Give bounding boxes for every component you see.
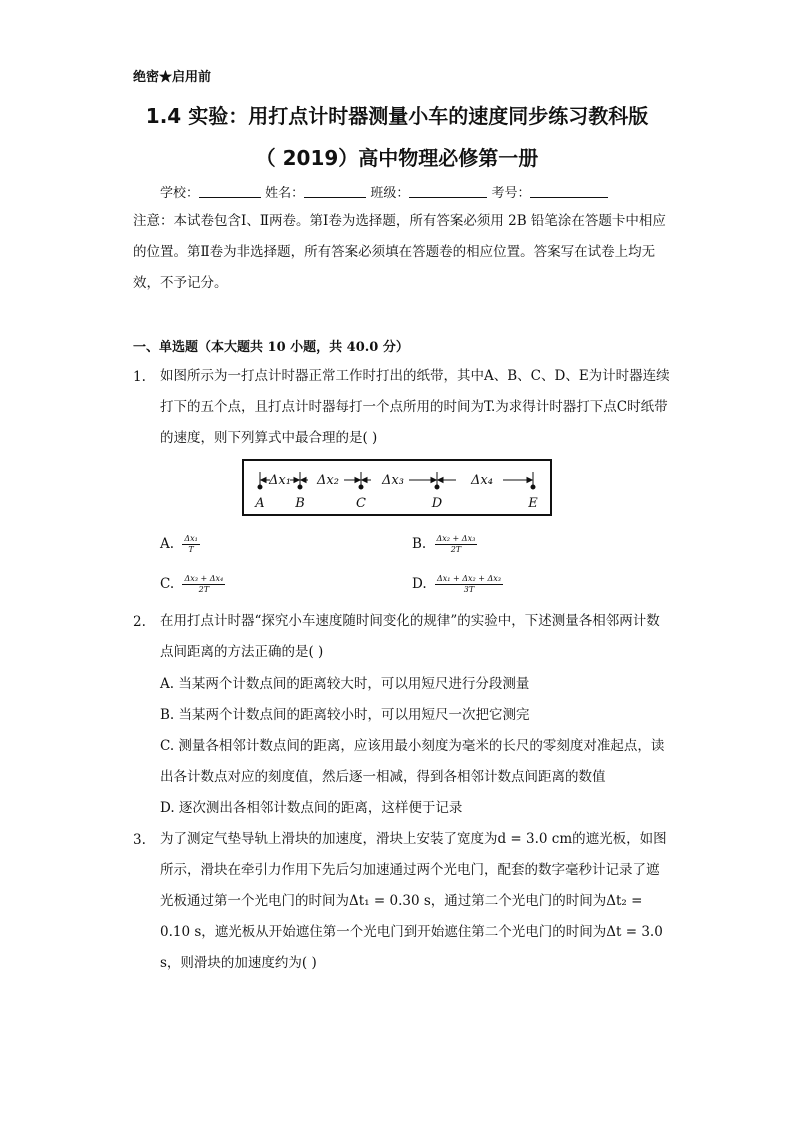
point-e-label: E [528, 496, 538, 511]
option-label: B. [412, 536, 427, 552]
interval-3-label: Δx₃ [382, 473, 404, 488]
name-field[interactable] [304, 185, 366, 198]
confidential-mark: 绝密★启用前 [133, 70, 212, 85]
tape-diagram [244, 461, 550, 514]
question-number: 2. [133, 614, 146, 630]
point-b-label: B [295, 496, 305, 511]
interval-4-label: Δx₄ [471, 473, 493, 488]
option-label: C. [160, 576, 175, 592]
exam-notice: 注意：本试卷包含Ⅰ、Ⅱ两卷。第Ⅰ卷为选择题，所有答案必须用 2B 铅笔涂在答题卡中相应的位置。第Ⅱ卷为非选择题，所有答案必须填在答题卷的相应位置。答案写在试卷上均无效，不予记分。 [133, 213, 666, 291]
option-fraction: $\frac{\text{Δx₁}}{T}$ [184, 534, 198, 554]
question-text: 如图所示为一打点计时器正常工作时打出的纸带，其中A、B、C、D、E为计时器连续打下的五个点，且打点计时器每打一个点所用的时间为T.为求得计时器打下点C时纸带的速度，则下列算式中最合理的是( ) [160, 368, 670, 446]
option-fraction: $\frac{\text{Δx₂ + Δx₃}}{2T}$ [436, 534, 476, 554]
point-c-label: C [356, 496, 366, 511]
option-c[interactable] [160, 574, 225, 595]
option-a[interactable]: A. 当某两个计数点间的距离较大时，可以用短尺进行分段测量 [160, 676, 530, 692]
interval-1-label: Δx₁ [269, 473, 291, 488]
question-text: 在用打点计时器“探究小车速度随时间变化的规律”的实验中，下述测量各相邻两计数点间距离的方法正确的是( ) [160, 613, 660, 660]
option-fraction: $\frac{\text{Δx₁ + Δx₂ + Δx₃}}{3T}$ [436, 574, 502, 594]
option-d[interactable]: D. 逐次测出各相邻计数点间的距离，这样便于记录 [160, 800, 463, 816]
option-label: A. [160, 536, 175, 552]
dot-e [531, 485, 535, 489]
class-field[interactable] [409, 185, 487, 198]
dot-d [435, 485, 439, 489]
option-b[interactable]: B. 当某两个计数点间的距离较小时，可以用短尺一次把它测完 [160, 707, 530, 723]
page-title: 1.4 实验：用打点计时器测量小车的速度同步练习教科版 [145, 104, 649, 128]
name-label: 姓名： [265, 186, 305, 201]
interval-2-label: Δx₂ [317, 473, 339, 488]
dot-b [298, 485, 302, 489]
dot-c [359, 485, 363, 489]
tape-figure [242, 459, 552, 516]
page-subtitle: （ 2019）高中物理必修第一册 [255, 146, 539, 170]
exam-no-field[interactable] [530, 185, 608, 198]
school-field[interactable] [199, 185, 261, 198]
class-label: 班级： [370, 186, 410, 201]
student-info-row [160, 182, 608, 201]
option-fraction: $\frac{\text{Δx₃ + Δx₄}}{2T}$ [184, 574, 224, 594]
question-number: 3. [133, 832, 146, 848]
option-d[interactable] [412, 574, 503, 595]
point-d-label: D [431, 496, 443, 511]
option-b[interactable] [412, 534, 477, 555]
question-number: 1. [133, 369, 146, 385]
school-label: 学校： [160, 186, 200, 201]
dot-a [258, 485, 262, 489]
option-c[interactable]: C. 测量各相邻计数点间的距离，应该用最小刻度为毫米的长尺的零刻度对准起点，读出各计数点对应的刻度值，然后逐一相减，得到各相邻计数点间距离的数值 [160, 738, 665, 785]
exam-no-label: 考号： [491, 186, 531, 201]
option-label: D. [412, 576, 427, 592]
section-title: 一、单选题（本大题共 10 小题，共 40.0 分） [133, 340, 409, 355]
option-a[interactable] [160, 534, 200, 555]
question-text: 为了测定气垫导轨上滑块的加速度，滑块上安装了宽度为d = 3.0 cm的遮光板，如图所示，滑块在牵引力作用下先后匀加速通过两个光电门，配套的数字毫秒计记录了遮光板通过第一个光电门的时间为Δt₁ = 0.30 s，通过第二个光电门的时间为Δt₂ = 0.10 s，遮光板从开始遮住第一个光电门到开始遮住第二个光电门的时间为Δt = 3.0 s，则滑块的加速度约为( ) [160, 831, 667, 971]
point-a-label: A [255, 496, 265, 511]
